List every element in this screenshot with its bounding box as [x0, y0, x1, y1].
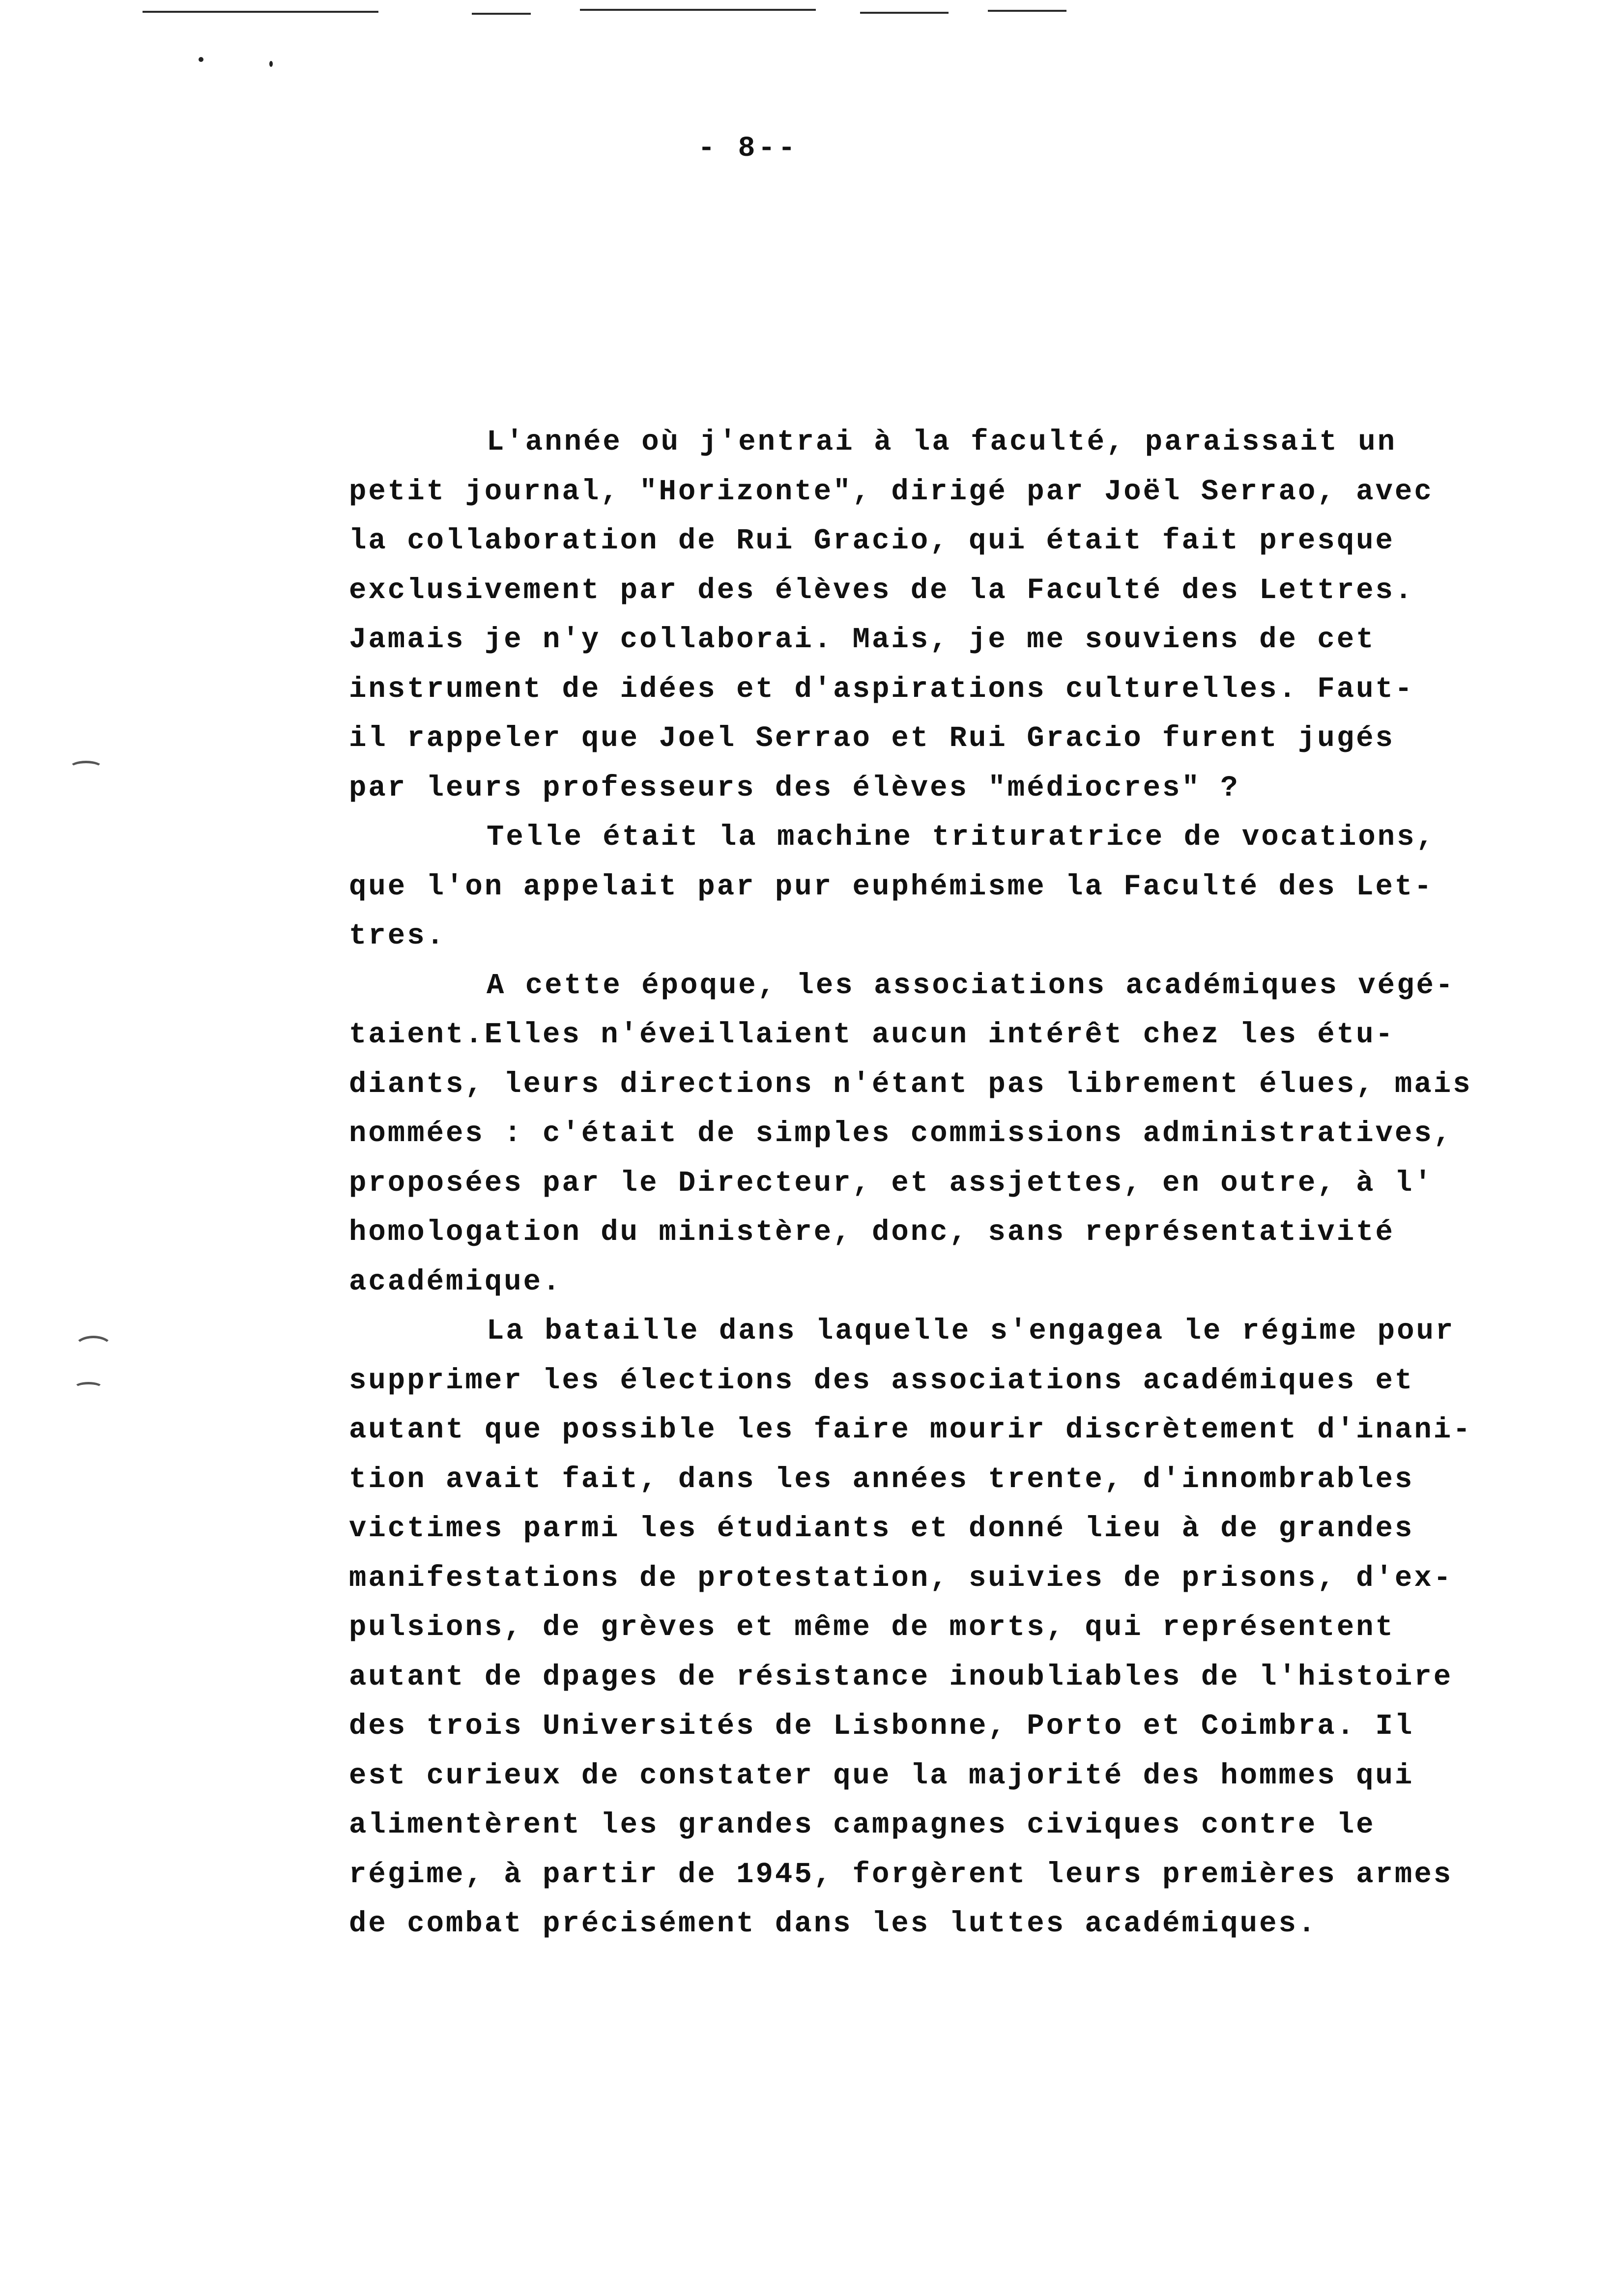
scan-artifact-top-line: [143, 11, 378, 13]
margin-mark: [69, 761, 103, 775]
page-number: - 8--: [698, 133, 799, 165]
margin-mark: [74, 1336, 113, 1360]
text-line: supprimer les élections des associations académiques et: [349, 1364, 1414, 1397]
text-line: autant de dpages de résistance inoubliables de l'histoire: [349, 1660, 1453, 1693]
text-line: alimentèrent les grandes campagnes civiques contre le: [349, 1808, 1376, 1841]
text-line: petit journal, "Horizonte", dirigé par Joël Serrao, avec: [349, 475, 1434, 508]
text-line: A cette époque, les associations académiques végé-: [487, 969, 1455, 1002]
text-line: Telle était la machine trituratrice de vocations,: [487, 821, 1436, 854]
text-line: académique.: [349, 1265, 562, 1298]
text-line: des trois Universités de Lisbonne, Porto et Coimbra. Il: [349, 1710, 1414, 1743]
text-line: est curieux de constater que la majorité des hommes qui: [349, 1759, 1414, 1792]
text-line: nommées : c'était de simples commissions administratives,: [349, 1117, 1453, 1150]
text-line: exclusivement par des élèves de la Faculté des Lettres.: [349, 574, 1414, 607]
text-line: autant que possible les faire mourir discrètement d'inani-: [349, 1413, 1472, 1446]
text-line: La bataille dans laquelle s'engagea le régime pour: [487, 1315, 1455, 1348]
text-line: tres.: [349, 919, 446, 952]
scan-artifact-top-line: [988, 10, 1066, 12]
text-line: tion avait fait, dans les années trente, d'innombrables: [349, 1463, 1414, 1496]
text-line: instrument de idées et d'aspirations culturelles. Faut-: [349, 672, 1414, 706]
typed-text-body: [349, 418, 1519, 1949]
text-line: de combat précisément dans les luttes académiques.: [349, 1907, 1318, 1940]
text-line: la collaboration de Rui Gracio, qui était fait presque: [349, 524, 1395, 557]
text-line: taient.Elles n'éveillaient aucun intérêt chez les étu-: [349, 1018, 1395, 1051]
text-line: manifestations de protestation, suivies de prisons, d'ex-: [349, 1561, 1453, 1595]
text-line: Jamais je n'y collaborai. Mais, je me souviens de cet: [349, 623, 1376, 656]
text-line: L'année où j'entrai à la faculté, paraissait un: [487, 426, 1397, 459]
scan-speck: [199, 57, 203, 62]
text-line: homologation du ministère, donc, sans représentativité: [349, 1216, 1395, 1249]
scan-artifact-top-line: [580, 9, 816, 11]
text-line: par leurs professeurs des élèves "médiocres" ?: [349, 771, 1240, 804]
text-line: pulsions, de grèves et même de morts, qui représentent: [349, 1611, 1395, 1644]
text-line: régime, à partir de 1945, forgèrent leurs premières armes: [349, 1858, 1453, 1891]
margin-mark: [74, 1382, 103, 1394]
text-line: que l'on appelait par pur euphémisme la Faculté des Let-: [349, 870, 1434, 903]
text-line: victimes parmi les étudiants et donné lieu à de grandes: [349, 1512, 1414, 1545]
text-line: il rappeler que Joel Serrao et Rui Gracio furent jugés: [349, 722, 1395, 755]
scan-artifact-top-line: [472, 13, 531, 15]
text-line: diants, leurs directions n'étant pas librement élues, mais: [349, 1067, 1472, 1101]
scan-artifact-top-line: [860, 12, 949, 14]
text-line: proposées par le Directeur, et assjettes, en outre, à l': [349, 1166, 1434, 1200]
scan-speck: [269, 61, 273, 67]
